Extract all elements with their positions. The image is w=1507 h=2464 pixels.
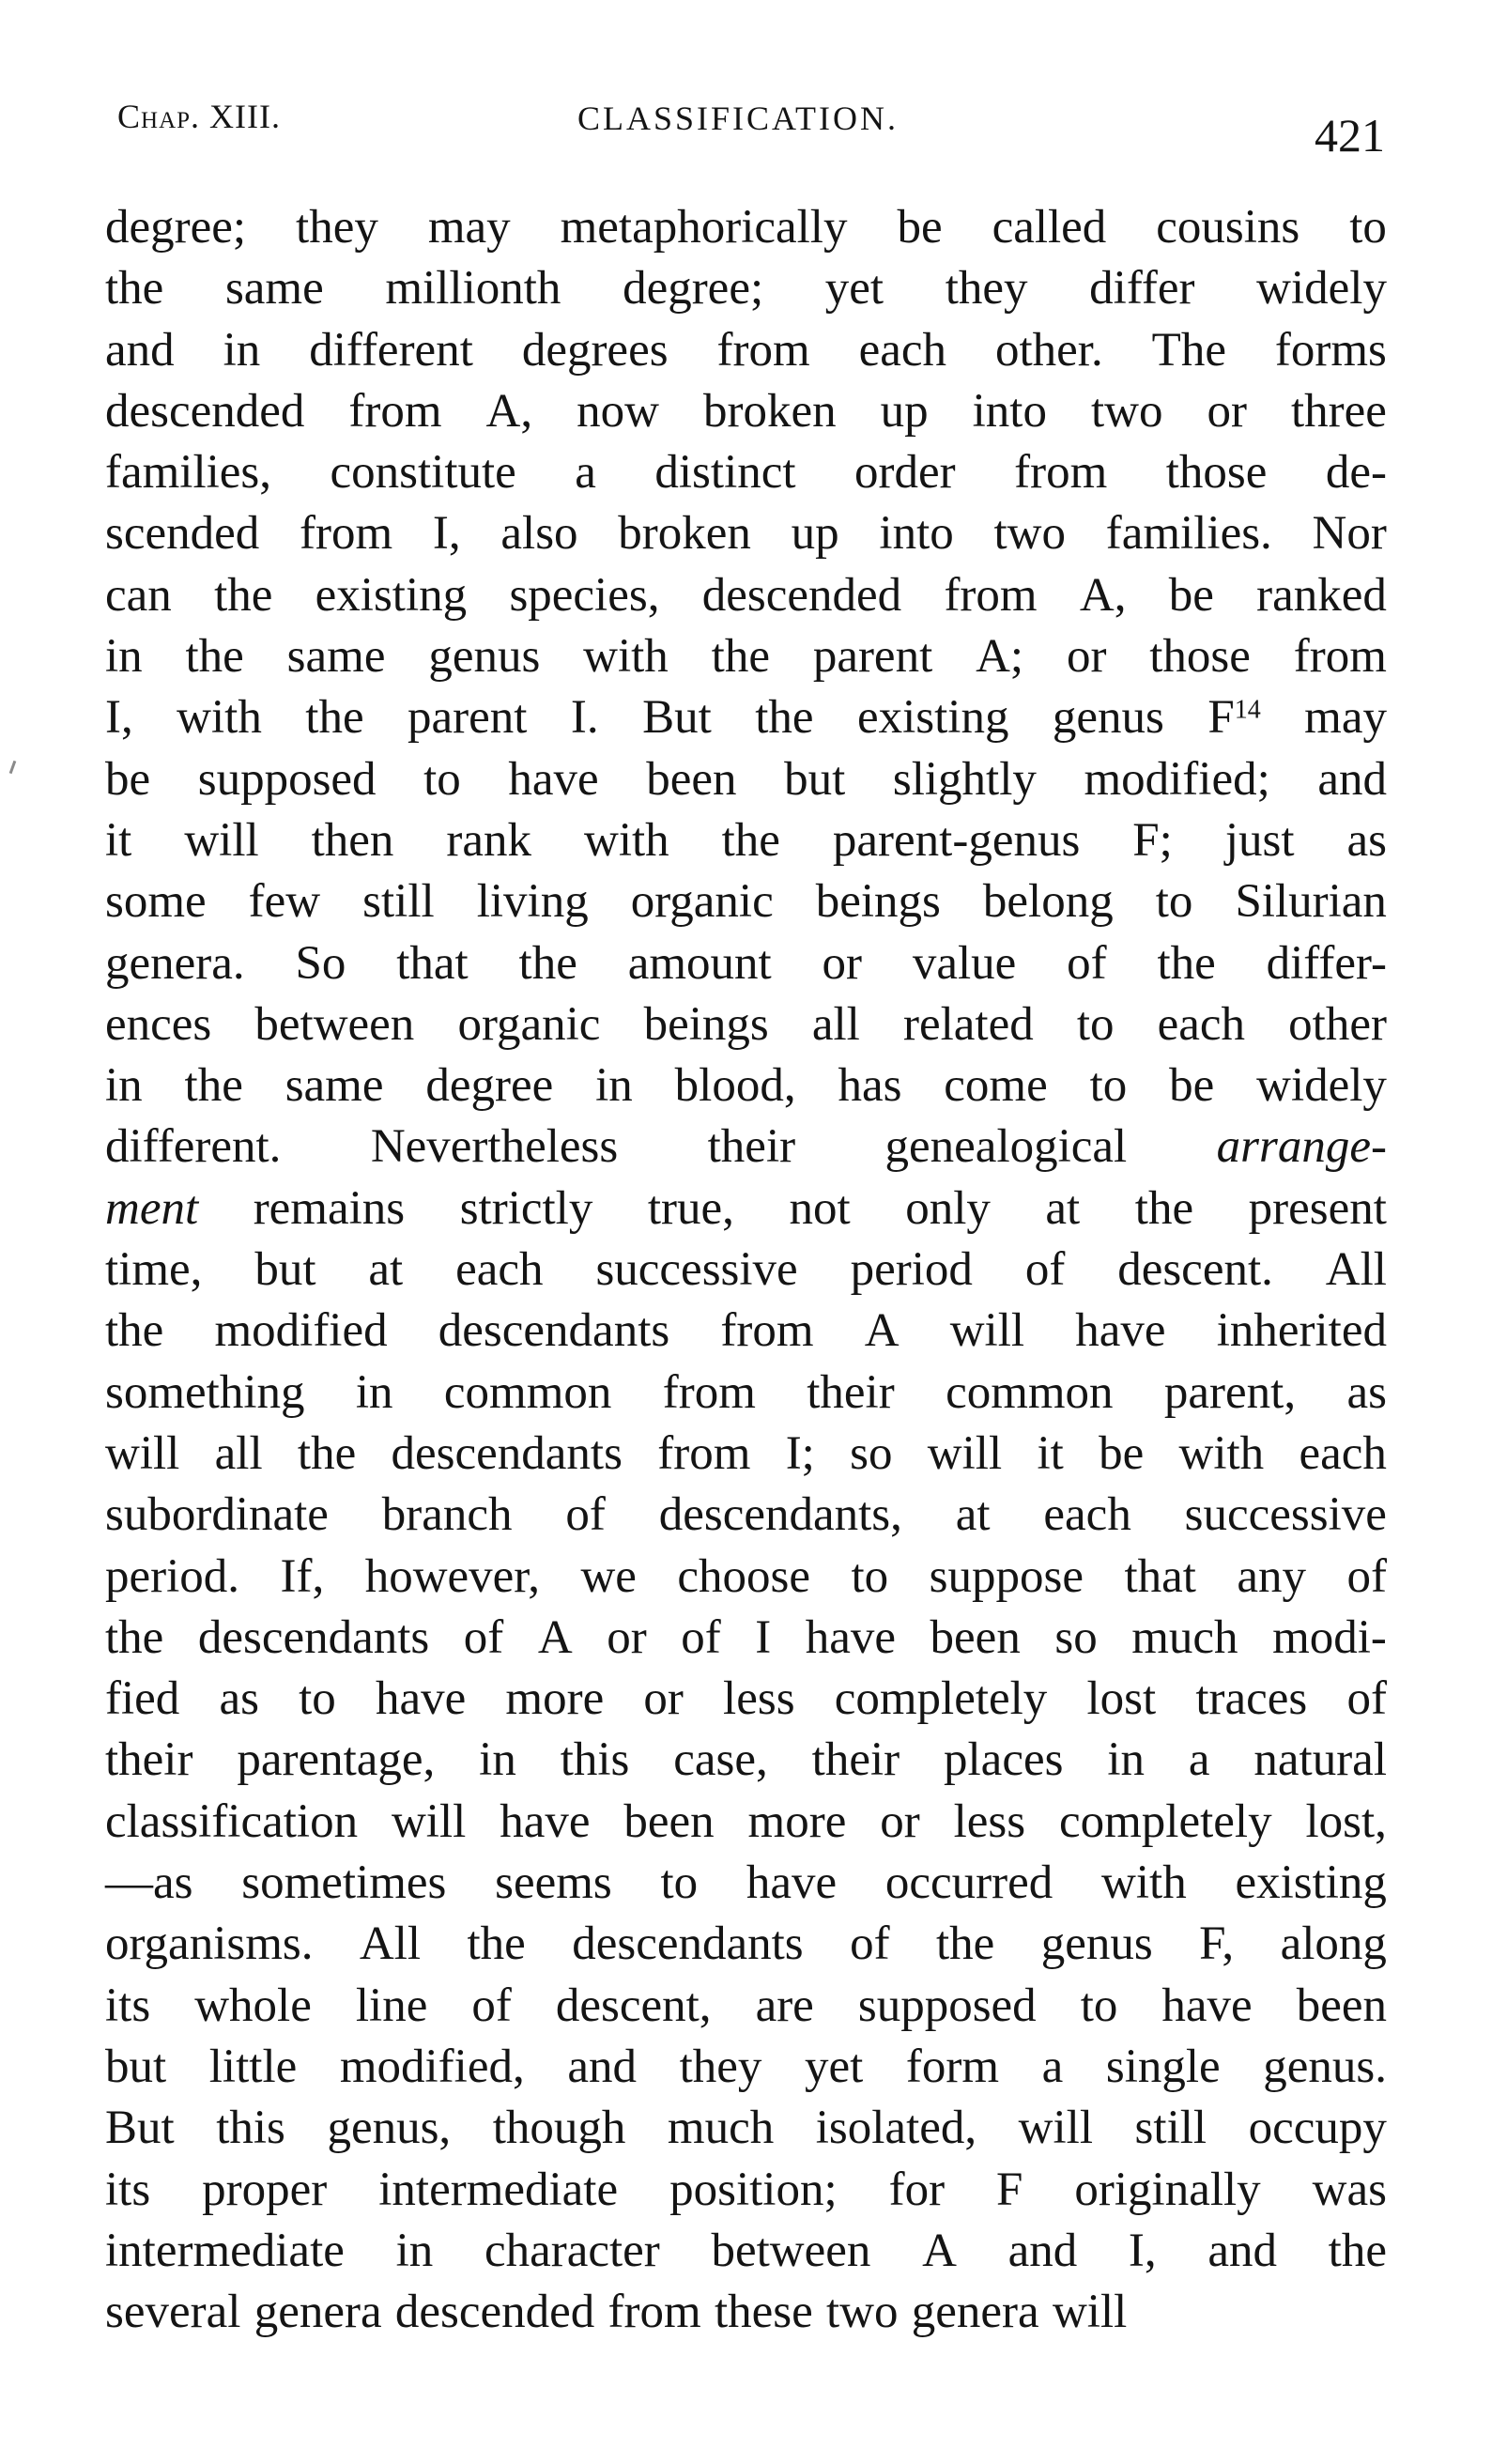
chapter-title: CLASSIFICATION. [577, 100, 900, 137]
text-line: organisms. All the descendants of the genus F, along [105, 1917, 1387, 1971]
text-line: fied as to have more or less completely lost traces of [105, 1672, 1387, 1726]
text-line: classification will have been more or less completely lost, [105, 1794, 1387, 1848]
text-line: genera. So that the amount or value of the differ- [105, 936, 1387, 990]
text-line: different. Nevertheless their genealogical arrange- [105, 1120, 1387, 1174]
text-line: the same millionth degree; yet they differ widely [105, 262, 1387, 316]
text-line: in the same degree in blood, has come to be widely [105, 1059, 1387, 1113]
text-line: be supposed to have been but slightly modified; and [105, 752, 1387, 806]
margin-mark [9, 761, 17, 774]
text-line: its whole line of descent, are supposed to have been [105, 1979, 1387, 2032]
text-line: —as sometimes seems to have occurred with existing [105, 1856, 1387, 1910]
text-line: the modified descendants from A will have inherited [105, 1304, 1387, 1358]
text-line: subordinate branch of descendants, at each successive [105, 1488, 1387, 1542]
text-line: ment remains strictly true, not only at the present [105, 1181, 1387, 1235]
text-line: and in different degrees from each other. The forms [105, 323, 1387, 377]
text-line: can the existing species, descended from A, be ranked [105, 568, 1387, 622]
text-line: in the same genus with the parent A; or those from [105, 630, 1387, 684]
text-line: their parentage, in this case, their places in a natural [105, 1733, 1387, 1787]
page-number: 421 [1315, 109, 1385, 162]
text-line: it will then rank with the parent-genus F; just as [105, 813, 1387, 867]
text-line: several genera descended from these two genera will [105, 2286, 1128, 2339]
text-line: scended from I, also broken up into two families. Nor [105, 507, 1387, 561]
text-line: families, constitute a distinct order from those de- [105, 446, 1387, 500]
text-line: descended from A, now broken up into two or three [105, 384, 1387, 438]
text-line: intermediate in character between A and I, and the [105, 2224, 1387, 2277]
text-line: time, but at each successive period of descent. All [105, 1243, 1387, 1297]
text-line: but little modified, and they yet form a single genus. [105, 2040, 1387, 2093]
text-line: the descendants of A or of I have been so much modi- [105, 1610, 1387, 1664]
chapter-label: Chap. XIII. [117, 98, 281, 135]
text-line: something in common from their common parent, as [105, 1365, 1387, 1419]
text-line: I, with the parent I. But the existing genus $F^{14}$ may [105, 691, 1387, 745]
body-text [105, 197, 1387, 2343]
text-line: ences between organic beings all related to each other [105, 997, 1387, 1051]
text-line: degree; they may metaphorically be called cousins to [105, 201, 1387, 254]
text-line: will all the descendants from I; so will it be with each [105, 1426, 1387, 1480]
text-line: its proper intermediate position; for F originally was [105, 2163, 1387, 2216]
running-head [117, 89, 1385, 174]
text-line: some few still living organic beings belong to Silurian [105, 875, 1387, 929]
text-line: period. If, however, we choose to suppose that any of [105, 1549, 1387, 1603]
text-line: But this genus, though much isolated, will still occupy [105, 2102, 1387, 2155]
